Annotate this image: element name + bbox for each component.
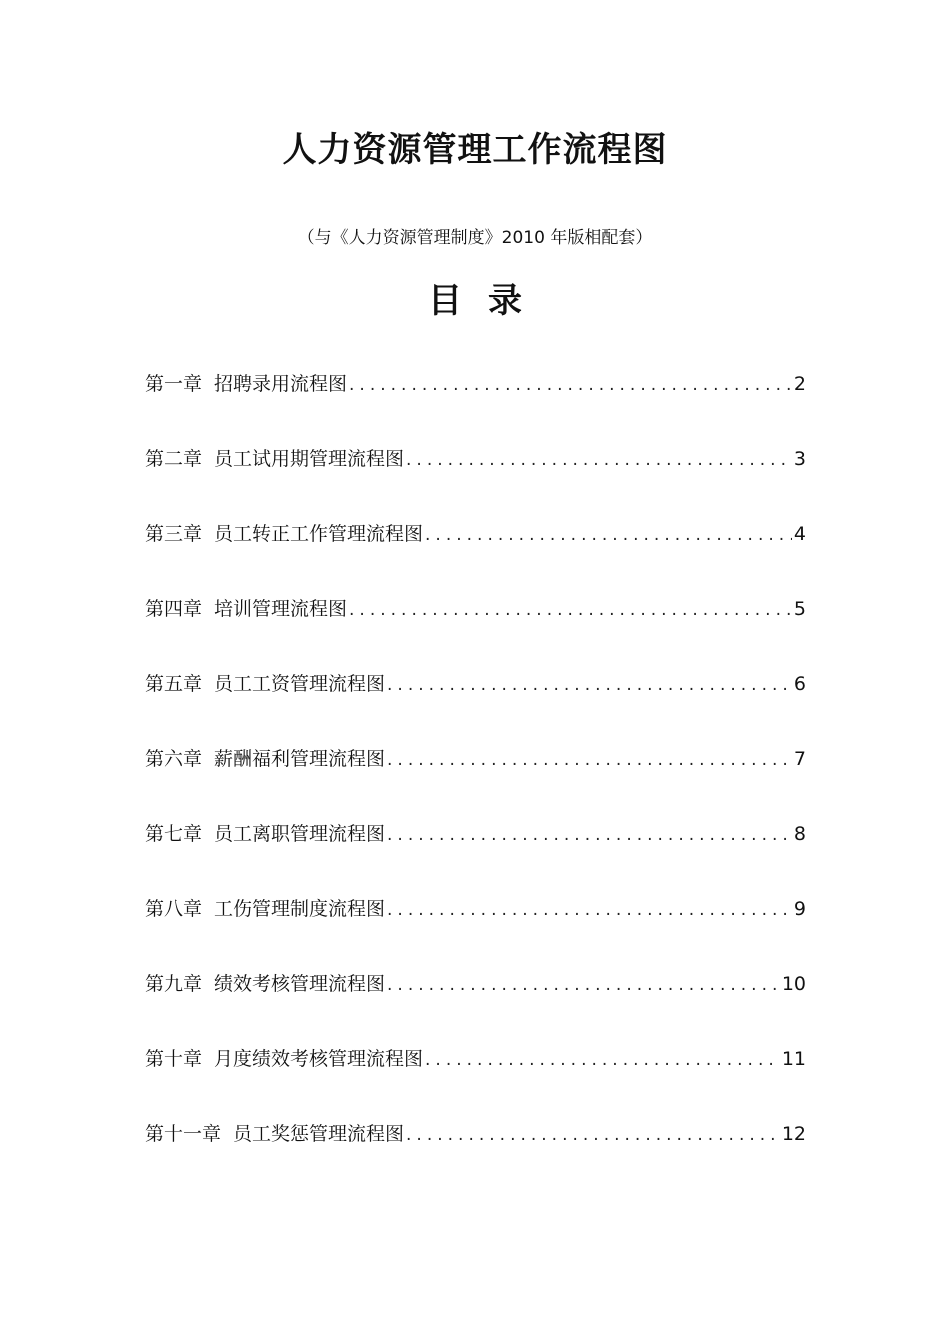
toc-chapter-title: 员工奖惩管理流程图: [233, 1123, 405, 1145]
toc-page-number: 2: [793, 373, 806, 395]
toc-chapter-number: 第八章: [145, 898, 203, 920]
toc-entry-chapter-4[interactable]: [145, 591, 806, 666]
toc-chapter-number: 第三章: [145, 523, 203, 545]
toc-dot-leader: [387, 667, 792, 703]
toc-dot-leader: [406, 1117, 780, 1153]
toc-chapter-title: 培训管理流程图: [214, 598, 348, 620]
toc-page-number: 3: [793, 448, 806, 470]
toc-chapter-number: 第六章: [145, 748, 203, 770]
toc-chapter-number: 第一章: [145, 373, 203, 395]
toc-dot-leader: [387, 742, 792, 778]
toc-entry-chapter-10[interactable]: [145, 1041, 806, 1116]
toc-page-number: 5: [793, 598, 806, 620]
toc-chapter-title: 绩效考核管理流程图: [214, 973, 386, 995]
toc-chapter-title: 薪酬福利管理流程图: [214, 748, 386, 770]
toc-heading-right: 录: [488, 281, 522, 321]
toc-dot-leader: [387, 892, 792, 928]
toc-page-number: 10: [781, 973, 806, 995]
toc-chapter-title: 员工工资管理流程图: [214, 673, 386, 695]
toc-chapter-number: 第二章: [145, 448, 203, 470]
toc-dot-leader: [349, 592, 792, 628]
toc-page-number: 8: [793, 823, 806, 845]
toc-entry-chapter-3[interactable]: [145, 516, 806, 591]
document-subtitle: （与《人力资源管理制度》2010 年版相配套）: [297, 228, 653, 248]
toc-chapter-number: 第七章: [145, 823, 203, 845]
document-title: 人力资源管理工作流程图: [282, 130, 668, 170]
toc-chapter-title: 员工转正工作管理流程图: [214, 523, 424, 545]
toc-heading-left: 目: [428, 281, 462, 321]
toc-dot-leader: [425, 1042, 780, 1078]
toc-chapter-title: 工伤管理制度流程图: [214, 898, 386, 920]
toc-entry-chapter-1[interactable]: [145, 366, 806, 441]
toc-page-number: 7: [793, 748, 806, 770]
toc-page-number: 6: [793, 673, 806, 695]
toc-chapter-title: 员工试用期管理流程图: [214, 448, 405, 470]
toc-chapter-number: 第五章: [145, 673, 203, 695]
toc-entry-chapter-5[interactable]: [145, 666, 806, 741]
toc-heading: [0, 278, 950, 324]
toc-entry-chapter-8[interactable]: [145, 891, 806, 966]
toc-entry-chapter-6[interactable]: [145, 741, 806, 816]
toc-entry-chapter-9[interactable]: [145, 966, 806, 1041]
toc-chapter-title: 月度绩效考核管理流程图: [214, 1048, 424, 1070]
toc-chapter-title: 招聘录用流程图: [214, 373, 348, 395]
toc-dot-leader: [349, 367, 792, 403]
toc-chapter-number: 第十一章: [145, 1123, 222, 1145]
toc-page-number: 12: [781, 1123, 806, 1145]
toc-page-number: 4: [793, 523, 806, 545]
toc-dot-leader: [406, 442, 792, 478]
toc-chapter-number: 第十章: [145, 1048, 203, 1070]
toc-dot-leader: [387, 967, 780, 1003]
toc-dot-leader: [387, 817, 792, 853]
toc-entry-chapter-7[interactable]: [145, 816, 806, 891]
toc-entry-chapter-11[interactable]: [145, 1116, 806, 1191]
toc-entry-chapter-2[interactable]: [145, 441, 806, 516]
toc-chapter-number: 第四章: [145, 598, 203, 620]
table-of-contents: [145, 366, 806, 1191]
toc-chapter-title: 员工离职管理流程图: [214, 823, 386, 845]
toc-dot-leader: [425, 517, 792, 553]
toc-chapter-number: 第九章: [145, 973, 203, 995]
toc-page-number: 11: [781, 1048, 806, 1070]
toc-page-number: 9: [793, 898, 806, 920]
